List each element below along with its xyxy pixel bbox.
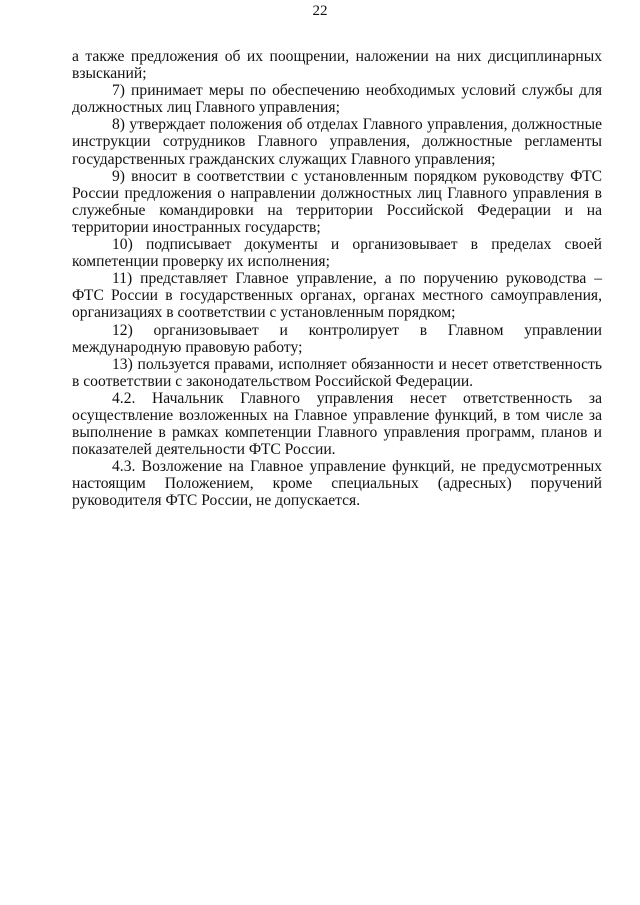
list-item-7: 7) принимает меры по обеспечению необходимых условий службы для должностных лиц Главного управления; <box>72 82 602 117</box>
list-item-10: 10) подписывает документы и организовывает в пределах своей компетенции проверку их исполнения; <box>72 236 602 271</box>
list-item-13: 13) пользуется правами, исполняет обязанности и несет ответственность в соответствии с законодательством Российской Федерации. <box>72 355 602 390</box>
list-item-11: 11) представляет Главное управление, а по поручению руководства – ФТС России в государственных органах, органах местного самоуправления, организациях в соответствии с установленным порядком; <box>72 270 602 322</box>
list-item-8: 8) утверждает положения об отделах Главного управления, должностные инструкции сотрудников Главного управления, должностные регламенты государственных гражданских служащих Главного управления; <box>72 116 602 168</box>
list-item-12: 12) организовывает и контролирует в Главном управлении международную правовую работу; <box>72 321 602 356</box>
paragraph-continuation: а также предложения об их поощрении, наложении на них дисциплинарных взысканий; <box>72 48 602 83</box>
section-4-3: 4.3. Возложение на Главное управление функций, не предусмотренных настоящим Положением, кроме специальных (адресных) поручений руководителя ФТС России, не допускается. <box>72 458 602 510</box>
page-number: 22 <box>312 3 328 19</box>
section-4-2: 4.2. Начальник Главного управления несет ответственность за осуществление возложенных на Главное управление функций, в том числе за выполнение в рамках компетенции Главного управления программ, планов и показателей деятельности ФТС России. <box>72 389 602 459</box>
document-body <box>72 48 602 510</box>
list-item-9: 9) вносит в соответствии с установленным порядком руководству ФТС России предложения о направлении должностных лиц Главного управления в служебные командировки на территории Российской Федерации и на территории иностранных государств; <box>72 167 602 236</box>
